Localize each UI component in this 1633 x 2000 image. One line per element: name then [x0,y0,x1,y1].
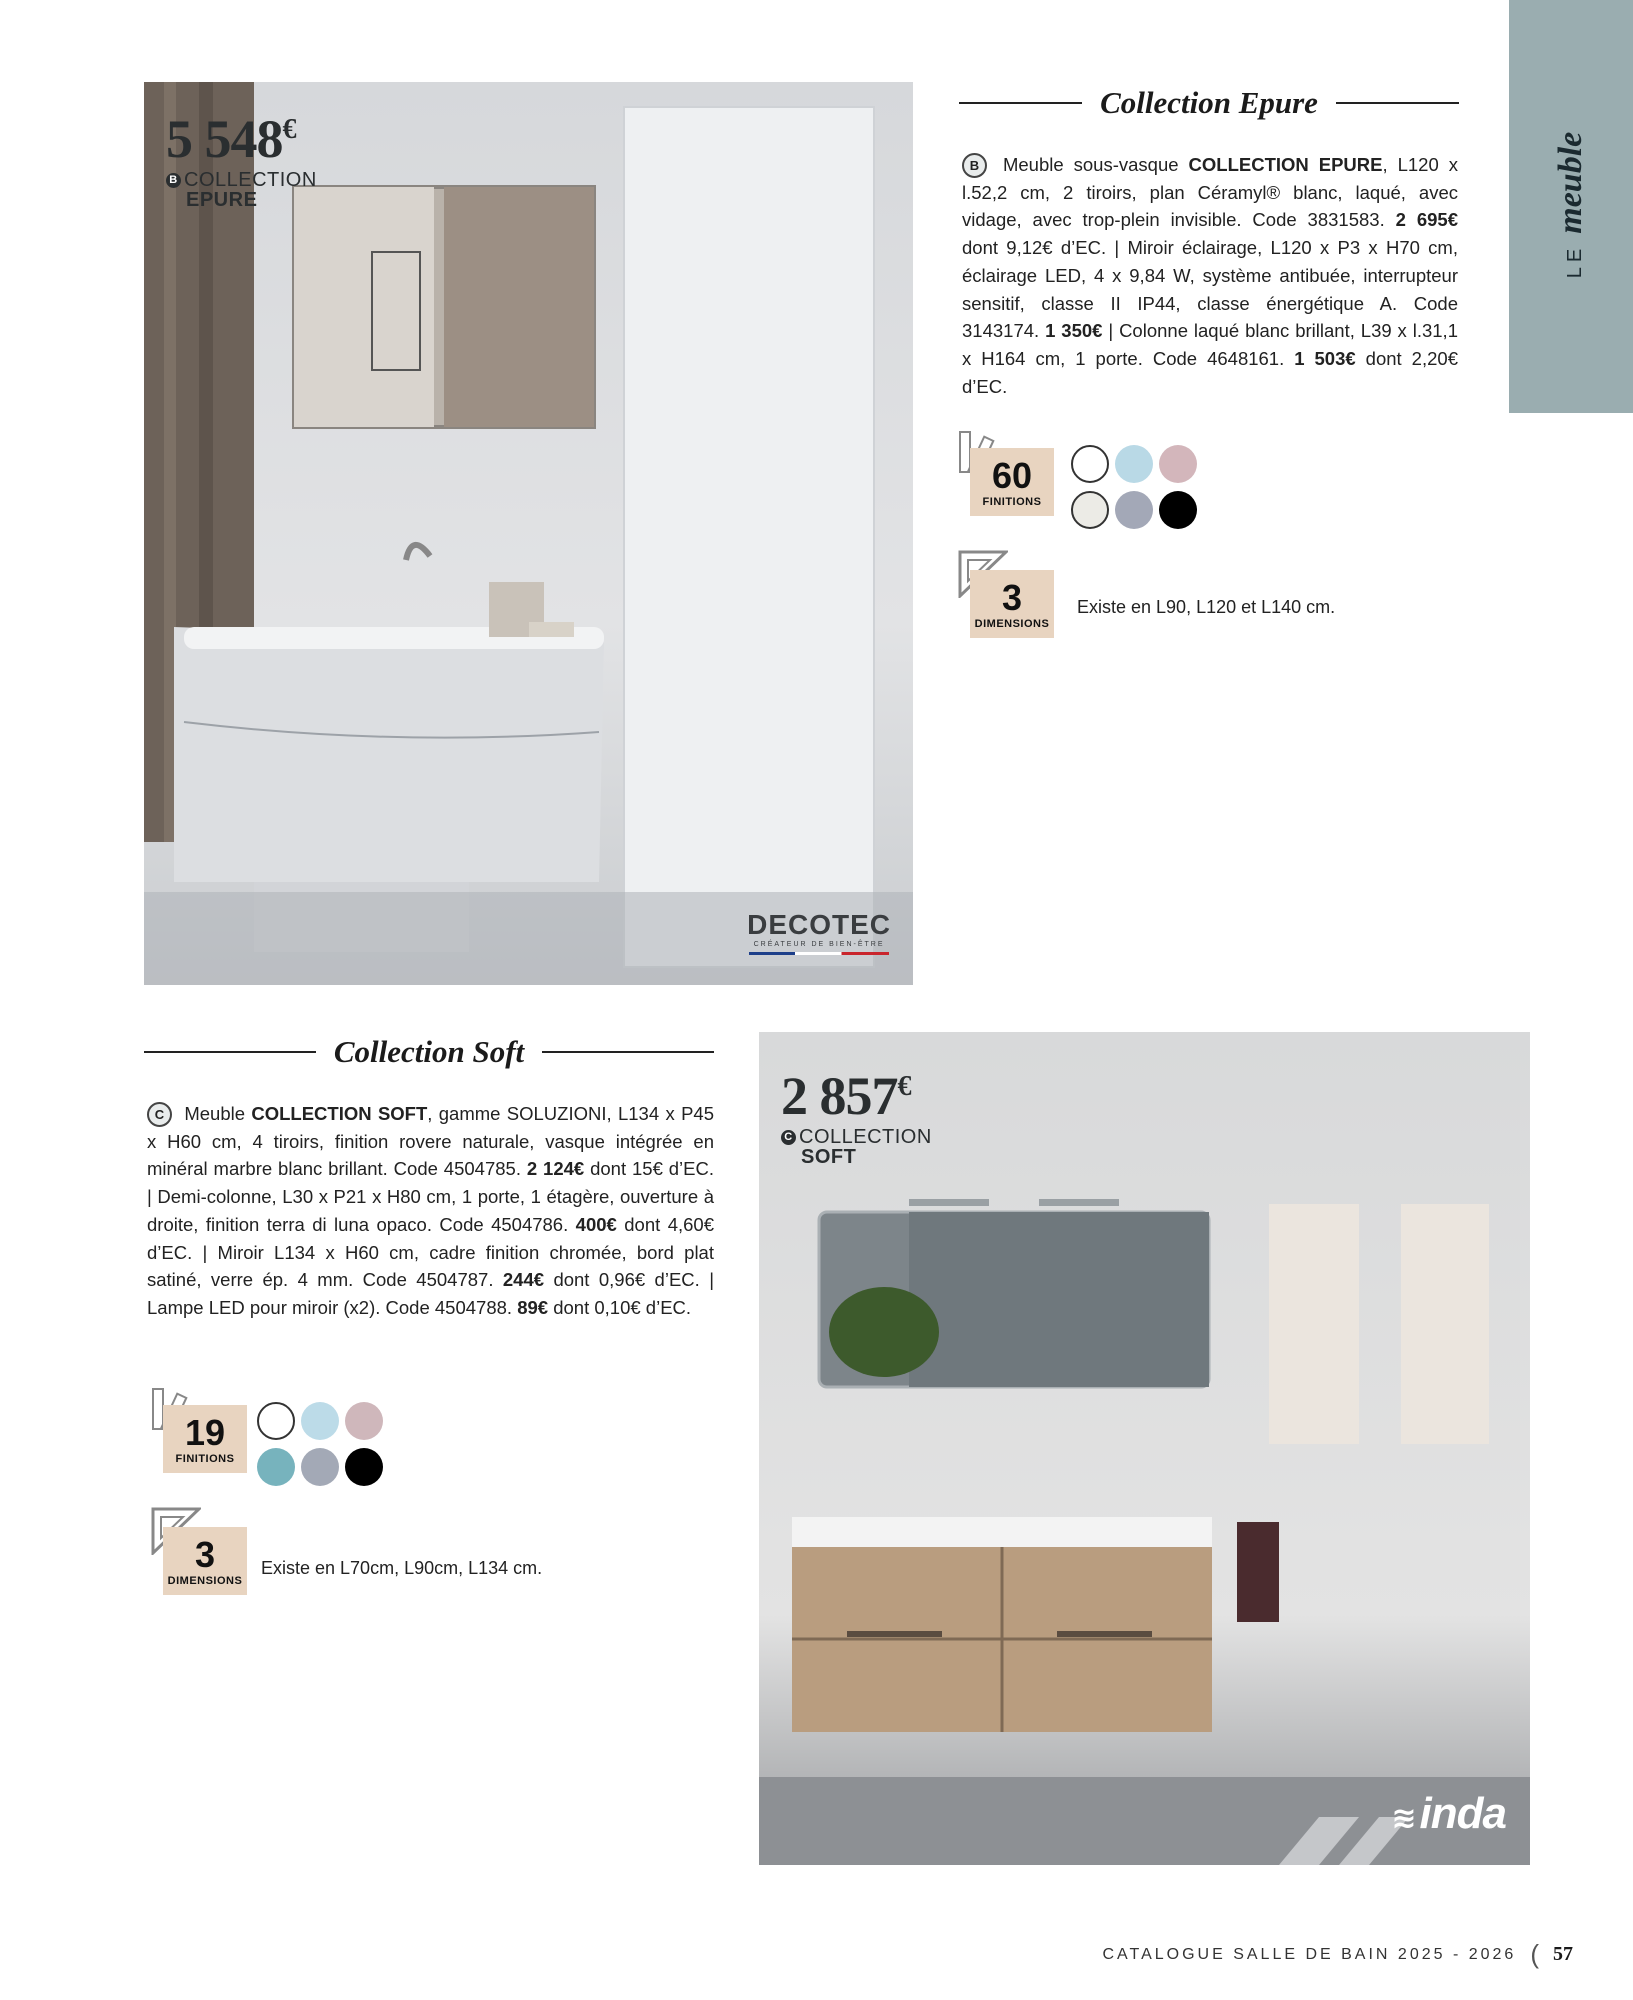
soft-dimensions-badge [163,1527,247,1595]
color-swatch [345,1448,383,1486]
soft-heading [144,1031,714,1073]
epure-caption-letter: B [166,173,181,188]
soft-caption-name: SOFT [801,1146,857,1168]
epure-desc-bold-1: COLLECTION EPURE [1188,154,1383,175]
soft-desc-text-6: dont 0,10€ d’EC. [548,1296,692,1318]
soft-heading-rule-left [144,1051,316,1053]
epure-desc-text-5: dont 2,20€ d’EC. [962,347,1458,397]
soft-finitions-badge [163,1405,247,1473]
page-footer [1102,1939,1573,1970]
epure-finitions-label: FINITIONS [982,496,1042,508]
soft-letter-badge: C [147,1102,172,1127]
soft-price [781,1066,932,1126]
epure-heading-rule-right [1336,102,1459,104]
epure-desc-price-2: 1 350€ [1045,320,1103,342]
color-swatch [1115,445,1153,483]
color-swatch [257,1402,295,1440]
side-tab-label [1552,132,1590,278]
epure-caption-name: EPURE [186,189,258,211]
soft-dimensions-count: 3 [194,1534,216,1575]
epure-description [962,151,1458,400]
footer-catalogue-title: CATALOGUE SALLE DE BAIN 2025 - 2026 [1102,1945,1517,1963]
soft-desc-price-1: 2 124€ [526,1158,585,1180]
soft-finitions-label: FINITIONS [175,1453,235,1465]
epure-price-currency: € [282,114,296,145]
epure-dimensions-count: 3 [1001,577,1023,618]
inda-logo-name: inda [1419,1789,1506,1838]
color-swatch [301,1448,339,1486]
soft-desc-price-3: 244€ [502,1269,545,1291]
color-swatch [1071,445,1109,483]
epure-desc-text-1: Meuble sous-vasque [993,154,1189,175]
soft-price-block [781,1066,932,1168]
epure-dimensions-text: Existe en L90, L120 et L140 cm. [1077,597,1336,617]
side-tab-word: meuble [1552,131,1589,234]
epure-heading [959,82,1459,124]
epure-price-value: 5 548 [166,109,283,169]
epure-dimensions-badge [970,570,1054,638]
soft-heading-title: Collection Soft [333,1034,525,1069]
epure-price-block [166,109,317,211]
color-swatch [257,1448,295,1486]
soft-desc-price-2: 400€ [575,1213,617,1235]
color-swatch [1071,491,1109,529]
soft-heading-rule-right [542,1051,714,1053]
soft-dimensions-text: Existe en L70cm, L90cm, L134 cm. [261,1558,543,1578]
soft-price-currency: € [897,1071,911,1102]
footer-separator: ( [1530,1939,1539,1969]
soft-desc-text-1: Meuble [178,1103,252,1124]
epure-heading-rule-left [959,102,1082,104]
epure-color-swatches [1071,445,1197,529]
epure-desc-price-3: 1 503€ [1294,347,1356,369]
soft-desc-bold-1: COLLECTION SOFT [251,1103,428,1124]
soft-product-photo [759,1032,1530,1865]
color-swatch [1115,491,1153,529]
decotec-logo-name: DECOTEC [747,909,891,940]
decotec-logo-flag [749,952,889,955]
epure-desc-text-4: | Colonne laqué blanc brillant, L39 x l.31,1 x H164 cm, 1 porte. Code 4648161. [962,320,1458,369]
soft-caption-label: COLLECTION [799,1126,932,1148]
soft-desc-text-3: dont 15€ d’EC. | Demi-colonne, L30 x P21 x H80 cm, 1 porte, 1 étagère, ouverture à droite, finition terra di luna opaco. Code 4504786. [147,1158,714,1235]
soft-dimensions-label: DIMENSIONS [167,1575,243,1587]
epure-product-photo [144,82,913,985]
inda-logo [1391,1789,1506,1839]
epure-letter-badge: B [962,153,987,178]
soft-desc-text-2: , gamme SOLUZIONI, L134 x P45 x H60 cm, 4 tiroirs, finition rovere naturale, vasque intégrée en minéral marbre blanc brillant. Code 4504785. [147,1103,714,1180]
epure-finitions-badge [970,448,1054,516]
inda-wave-icon: ≋ [1391,1802,1416,1835]
color-swatch [345,1402,383,1440]
color-swatch [301,1402,339,1440]
soft-description [147,1100,714,1322]
soft-caption-letter: C [781,1130,796,1145]
epure-desc-price-1: 2 695€ [1395,209,1458,231]
section-side-tab [1509,0,1633,413]
decotec-logo-tagline: CRÉATEUR DE BIEN-ÊTRE [753,941,885,948]
epure-heading-title: Collection Epure [1100,85,1318,120]
color-swatch [1159,491,1197,529]
soft-desc-price-4: 89€ [517,1296,549,1318]
epure-photo-illustration [144,82,913,985]
epure-desc-text-3: dont 9,12€ d’EC. | Miroir éclairage, L120 x P3 x H70 cm, éclairage LED, 4 x 9,84 W, système antibuée, interrupteur sensitif, classe II IP44, classe énergétique A. Code 3143174. [962,237,1458,342]
epure-caption-label: COLLECTION [184,169,317,191]
epure-desc-text-2: , L120 x l.52,2 cm, 2 tiroirs, plan Céramyl® blanc, laqué, avec vidage, avec trop-plein invisible. Code 3831583. [962,154,1458,231]
epure-finitions-count: 60 [991,455,1033,496]
epure-dimensions-label: DIMENSIONS [974,618,1050,630]
epure-price [166,109,317,169]
color-swatch [1159,445,1197,483]
epure-collection-caption [166,170,317,210]
soft-desc-text-4: dont 4,60€ d’EC. | Miroir L134 x H60 cm, cadre finition chromée, bord plat satiné, verre ép. 4 mm. Code 4504787. [147,1213,714,1291]
soft-color-swatches [257,1402,383,1486]
side-tab-prefix: LE [1564,243,1586,279]
soft-price-value: 2 857 [781,1066,898,1126]
footer-page-number: 57 [1553,1943,1573,1965]
soft-collection-caption [781,1127,932,1167]
soft-desc-text-5: dont 0,96€ d’EC. | Lampe LED pour miroir (x2). Code 4504788. [147,1269,715,1318]
soft-finitions-count: 19 [184,1412,226,1453]
decotec-logo [747,909,891,955]
